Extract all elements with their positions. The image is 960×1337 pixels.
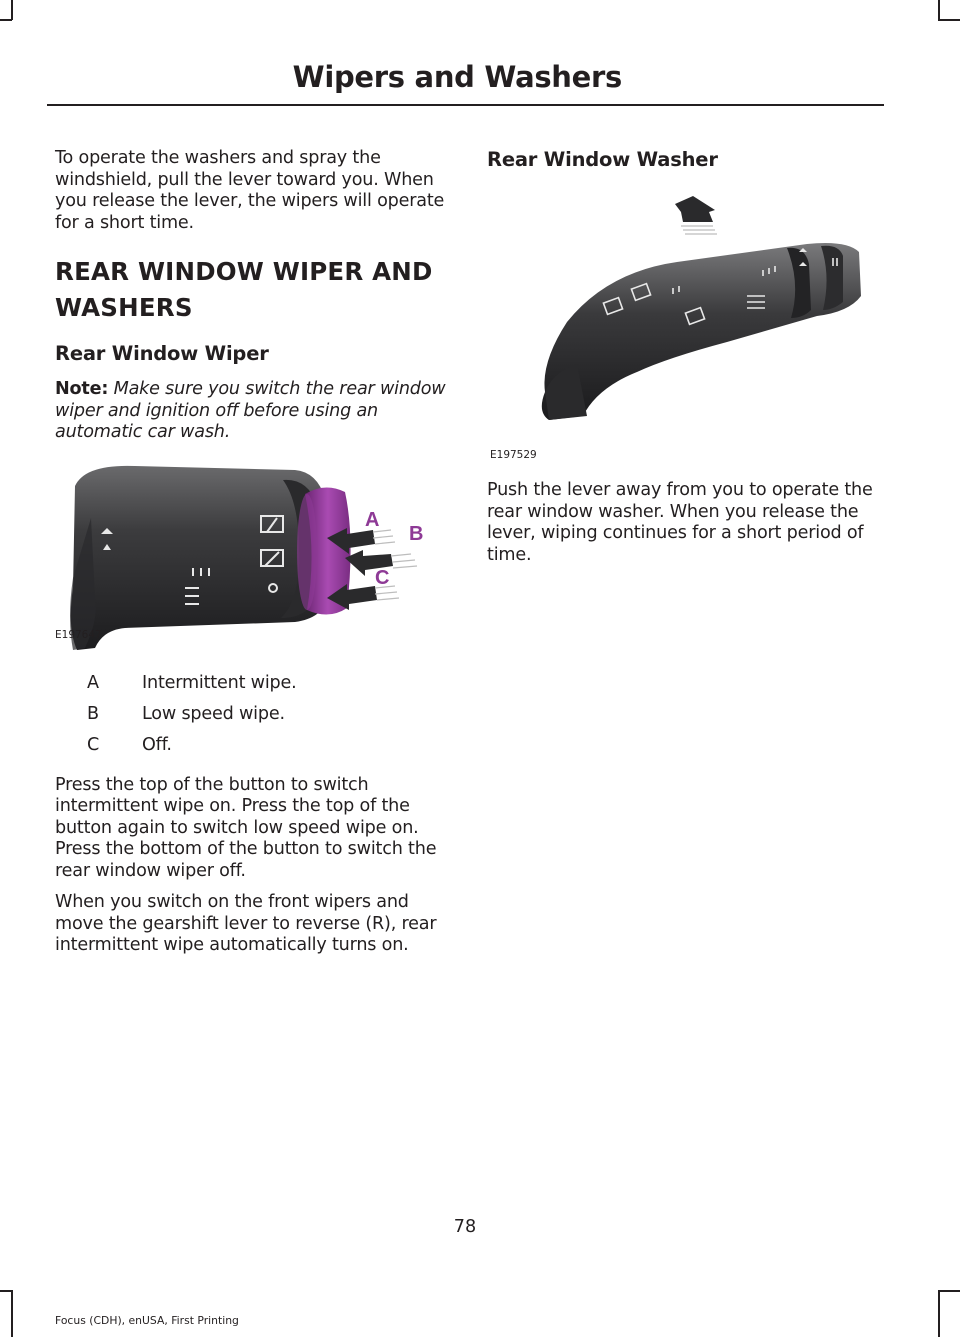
crop-mark (938, 1290, 960, 1292)
crop-mark (0, 19, 12, 21)
rear-washer-heading: Rear Window Washer (487, 148, 718, 171)
rear-wiper-switch-figure (55, 458, 445, 658)
section-heading-line2: WASHERS (55, 293, 193, 322)
legend-row (55, 704, 450, 735)
legend-text: Intermittent wipe. (142, 672, 297, 693)
legend-key: C (87, 734, 100, 755)
crop-mark (11, 1290, 13, 1337)
legend-row (55, 673, 450, 704)
instruction-paragraph: Press the top of the button to switch intermittent wipe on. Press the top of the button again to switch low speed wipe on. Press the bottom of the button to switch the rear window wiper off. (55, 774, 437, 881)
legend-row (55, 735, 450, 766)
legend-text: Off. (142, 734, 172, 755)
callout-b: B (409, 522, 424, 545)
figure-id: E197529 (490, 449, 537, 461)
reverse-paragraph: When you switch on the front wipers and move the gearshift lever to reverse (R), rear intermittent wipe automatically turns on. (55, 892, 437, 955)
note-label: Note: (55, 379, 109, 399)
legend-text: Low speed wipe. (142, 703, 285, 724)
crop-mark (0, 1290, 12, 1292)
section-heading-line1: REAR WINDOW WIPER AND (55, 257, 433, 286)
crop-mark (11, 0, 13, 20)
note-text: Make sure you switch the rear window wiper and ignition off before using an automatic car wash. (55, 379, 446, 442)
callout-c: C (375, 566, 390, 589)
washer-lever-illustration (487, 192, 867, 442)
page-title: Wipers and Washers (292, 60, 622, 94)
crop-mark (938, 1290, 940, 1337)
rear-wiper-heading: Rear Window Wiper (55, 342, 269, 365)
crop-mark (938, 19, 960, 21)
section-heading (55, 254, 450, 326)
right-column (487, 148, 887, 566)
callout-a: A (365, 508, 380, 531)
page-number: 78 (453, 1217, 477, 1237)
washer-paragraph: Push the lever away from you to operate the rear window washer. When you release the lever, wiping continues for a short period of time. (487, 480, 873, 565)
figure-id: E197647 (55, 628, 102, 641)
footer-text: Focus (CDH), enUSA, First Printing (55, 1314, 239, 1327)
wiper-lever-illustration (55, 458, 445, 658)
legend-key: B (87, 703, 99, 724)
crop-mark (938, 0, 940, 20)
legend-list (55, 673, 450, 766)
rear-washer-figure (487, 192, 867, 462)
intro-paragraph: To operate the washers and spray the windshield, pull the lever toward you. When you release the lever, the wipers will operate for a short time. (55, 148, 445, 233)
legend-key: A (87, 672, 99, 693)
header-rule (47, 104, 884, 106)
left-column (55, 148, 450, 957)
note-paragraph (55, 379, 450, 444)
